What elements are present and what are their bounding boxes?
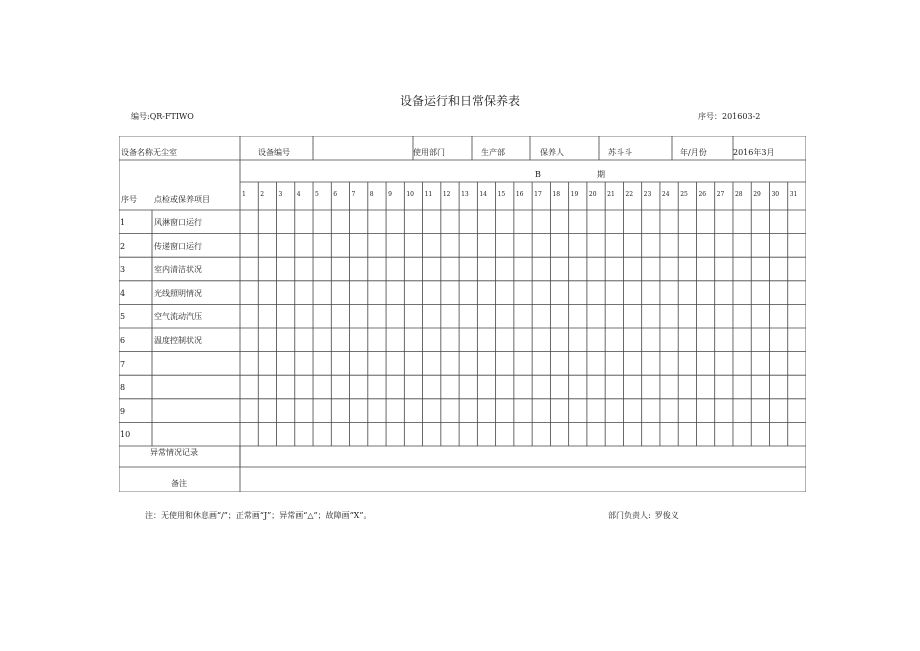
document-title: 设备运行和日常保养表 — [399, 94, 520, 108]
equipment-name-label: 设备名称无尘室 — [121, 148, 177, 157]
day-number: 1 — [242, 191, 246, 198]
abnormal-record-label: 异常情况记录 — [150, 448, 198, 457]
row-item: 传递窗口运行 — [154, 241, 202, 251]
date-header-right: 期 — [597, 170, 605, 179]
day-number: 13 — [461, 191, 469, 198]
item-column-header: 点检或保养项目 — [154, 195, 210, 204]
day-number: 11 — [424, 191, 433, 198]
row-seq: 9 — [120, 406, 126, 416]
day-number: 27 — [716, 191, 725, 198]
day-number: 23 — [643, 191, 652, 198]
manager-label: 部门负责人: — [608, 511, 651, 520]
month-label: 年/月份 — [680, 148, 707, 157]
day-number: 30 — [771, 191, 780, 198]
row-item: 风淋窗口运行 — [154, 218, 202, 227]
manager-signoff — [608, 510, 679, 521]
day-number: 28 — [734, 191, 743, 198]
day-number: 19 — [570, 191, 579, 198]
maintainer-value: 苏斗斗 — [608, 148, 632, 157]
footer-note: 注：无使用和休息画“/”；正常画“J”；异常画“△”；故障画“X”。 — [145, 511, 372, 520]
row-item: 室内清洁状况 — [154, 265, 202, 275]
day-number: 5 — [315, 191, 319, 198]
date-header-left: B — [535, 170, 541, 179]
maintenance-table — [119, 136, 806, 492]
row-seq: 3 — [120, 265, 126, 275]
day-number: 29 — [753, 191, 761, 198]
month-value: 2016年3月 — [733, 148, 775, 157]
day-number: 12 — [442, 191, 451, 198]
day-number: 21 — [607, 191, 615, 198]
day-number: 15 — [497, 191, 506, 198]
row-seq: 10 — [120, 430, 131, 440]
day-number: 17 — [534, 191, 542, 198]
maintainer-label: 保养人 — [540, 148, 564, 157]
row-item: 光线照明情况 — [154, 288, 202, 298]
row-seq: 4 — [120, 288, 126, 298]
row-seq: 8 — [120, 383, 126, 393]
dept-label: 使用部门 — [413, 148, 445, 157]
day-number: 4 — [296, 191, 301, 198]
day-number: 31 — [789, 191, 798, 198]
dept-value: 生产部 — [481, 148, 505, 157]
day-number: 10 — [406, 191, 414, 198]
document-number: 编号:QR-FTIWO — [131, 112, 194, 121]
day-number: 26 — [698, 191, 707, 198]
seq-column-header: 序号 — [121, 195, 137, 204]
day-number: 22 — [625, 191, 634, 198]
day-number: 9 — [388, 191, 392, 198]
row-item: 温度控制状况 — [154, 336, 202, 345]
day-number: 18 — [552, 191, 561, 198]
equipment-no-label: 设备编号 — [258, 148, 290, 157]
day-number: 3 — [278, 191, 283, 198]
row-item: 空气流动汽压 — [154, 312, 202, 322]
row-seq: 6 — [120, 336, 126, 345]
row-seq: 2 — [120, 241, 126, 251]
day-number: 24 — [661, 191, 670, 198]
day-number: 25 — [680, 191, 688, 198]
remarks-label: 备注 — [171, 479, 187, 488]
day-number: 8 — [369, 191, 374, 198]
day-number: 20 — [588, 191, 597, 198]
day-number: 14 — [479, 191, 487, 198]
serial-number: 序号：201603-2 — [698, 112, 761, 121]
row-seq: 7 — [120, 359, 126, 369]
day-number: 16 — [515, 191, 524, 198]
row-seq: 5 — [120, 312, 126, 322]
day-number: 2 — [260, 191, 265, 198]
row-seq: 1 — [120, 218, 126, 227]
day-number: 6 — [333, 191, 338, 198]
day-number: 7 — [351, 191, 356, 198]
manager-name: 罗俊义 — [654, 511, 679, 520]
